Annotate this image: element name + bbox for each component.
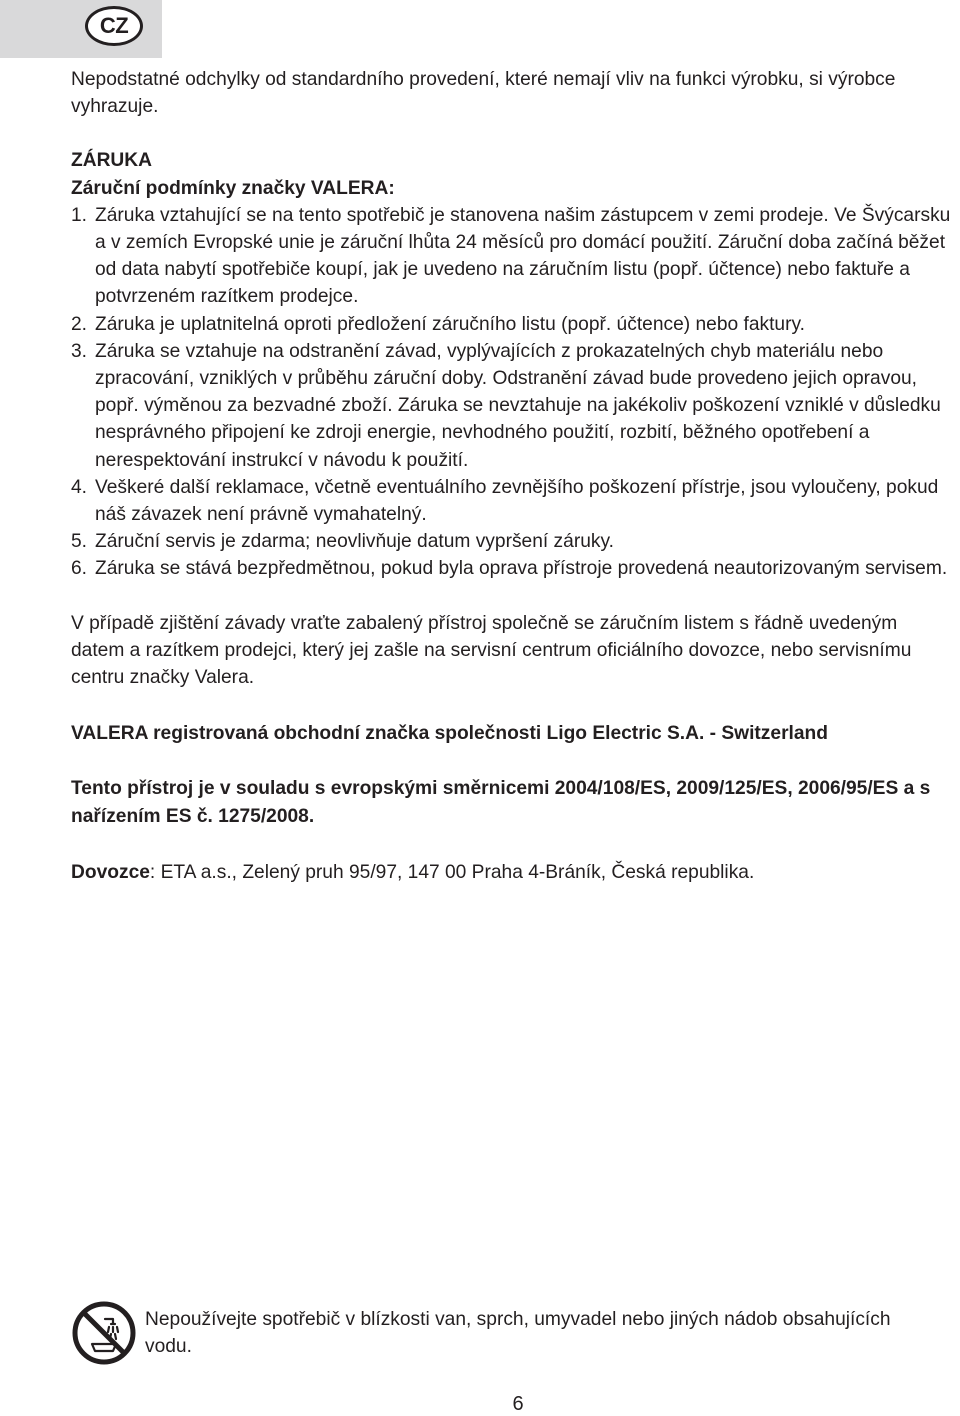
item-text: Veškeré další reklamace, včetně eventuálního zevnějšího poškození přístrje, jsou vyloučeny, pokud náš závazek není právně vymahatelný. bbox=[95, 476, 939, 526]
warranty-conditions-list bbox=[71, 202, 951, 583]
item-number: 6. bbox=[71, 558, 88, 580]
importer-info bbox=[71, 859, 951, 886]
item-text: Záruka se stává bezpředmětnou, pokud byla oprava přístroje provedená neautorizovaným servisem. bbox=[95, 558, 948, 580]
item-number: 5. bbox=[71, 531, 88, 553]
water-warning-text: Nepoužívejte spotřebič v blízkosti van, sprch, umyvadel nebo jiných nádob obsahujících vodu. bbox=[145, 1309, 891, 1357]
importer-details: : ETA a.s., Zelený pruh 95/97, 147 00 Praha 4-Bráník, Česká republika. bbox=[149, 861, 755, 883]
conformity-statement: Tento přístroj je v souladu s evropskými směrnicemi 2004/108/ES, 2009/125/ES, 2006/95/ES a s nařízením ES č. 1275/2008. bbox=[71, 778, 931, 827]
no-water-icon bbox=[72, 1301, 136, 1365]
item-text: Záruční servis je zdarma; neovlivňuje datum vypršení záruky. bbox=[95, 531, 614, 553]
item-text: Záruka se vztahuje na odstranění závad, vyplývajících z prokazatelných chyb materiálu nebo zpracování, vzniklých v průběhu záruční doby. Odstranění závad bude provedeno jejich opravou, popř. výměnou za bezvadné zboží. Záruka se nevztahuje na jakékoliv poškození vzniklé v důsledku nesprávného připojení ke zdroji energie, nevhodného použití, rozbití, běžného opotřebení a nerespektování instrukcí v návodu k použití. bbox=[95, 340, 941, 471]
page-number: 6 bbox=[512, 1393, 524, 1415]
warranty-item bbox=[71, 555, 951, 582]
warranty-heading: ZÁRUKA bbox=[71, 150, 153, 172]
warranty-item bbox=[71, 528, 951, 555]
item-number: 2. bbox=[71, 313, 88, 335]
page-content bbox=[71, 66, 951, 886]
item-number: 4. bbox=[71, 476, 88, 498]
item-text: Záruka je uplatnitelná oproti předložení záručního listu (popř. účtence) nebo faktury. bbox=[95, 313, 805, 335]
warranty-subheading: Záruční podmínky značky VALERA: bbox=[71, 177, 395, 199]
trademark-notice: VALERA registrovaná obchodní značka společnosti Ligo Electric S.A. - Switzerland bbox=[71, 723, 828, 745]
item-number: 3. bbox=[71, 340, 88, 362]
language-badge: CZ bbox=[85, 6, 143, 46]
return-instructions: V případě zjištění závady vraťte zabalený přístroj společně se záručním listem s řádně uvedeným datem a razítkem prodejci, který jej zašle na servisní centrum oficiálního dovozce, nebo servisnímu centru značky Valera. bbox=[71, 612, 912, 689]
intro-paragraph: Nepodstatné odchylky od standardního provedení, které nemají vliv na funkci výrobku, si výrobce vyhrazuje. bbox=[71, 69, 896, 118]
item-text: Záruka vztahující se na tento spotřebič je stanovena našim zástupcem v zemi prodeje. Ve Švýcarsku a v zemích Evropské unie je záruční lhůta 24 měsíců pro domácí použití. Záruční doba začíná běžet od data nabytí spotřebiče koupí, jak je uvedeno na záručním listu (popř. účtence) nebo faktuře a potvrzeném razítkem prodejce. bbox=[95, 204, 951, 308]
language-tab bbox=[0, 0, 162, 58]
warranty-item bbox=[71, 474, 951, 528]
warranty-item bbox=[71, 338, 951, 474]
importer-label: Dovozce bbox=[71, 861, 150, 883]
warranty-item bbox=[71, 311, 951, 338]
item-number: 1. bbox=[71, 204, 88, 226]
warranty-item bbox=[71, 202, 951, 311]
